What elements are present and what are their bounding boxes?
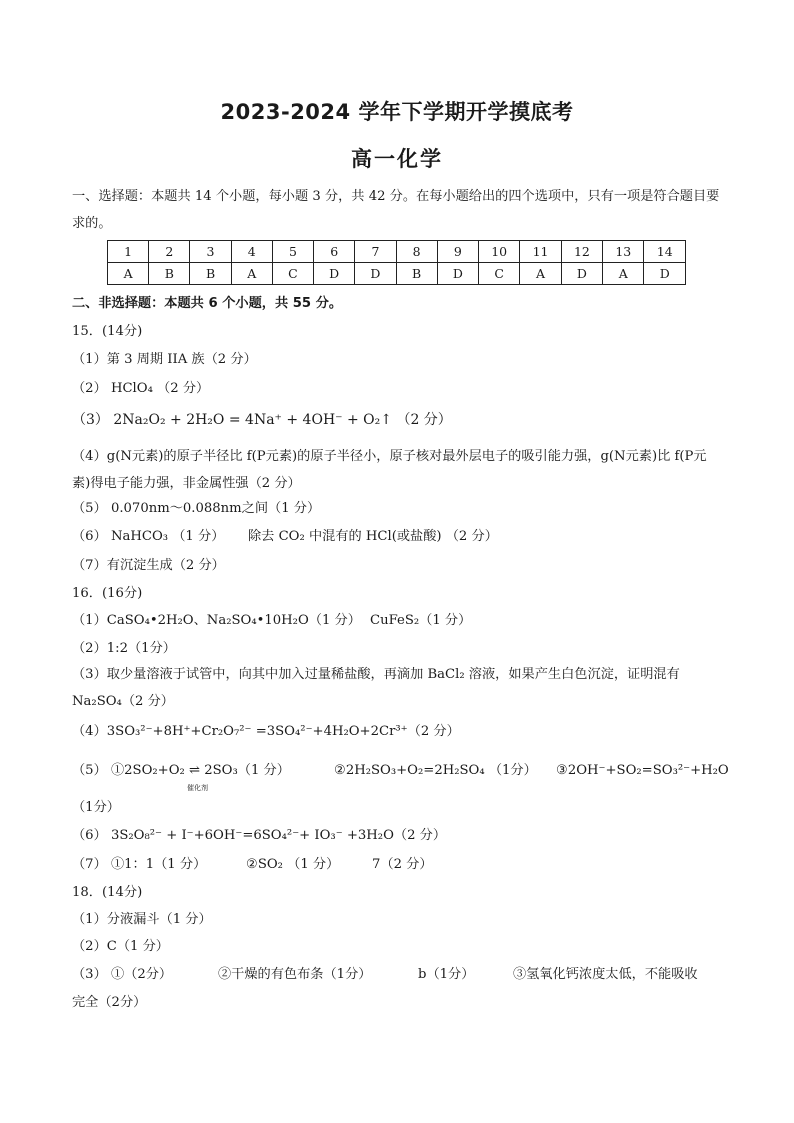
- q15-answer-5: （5） 0.070nm～0.088nm之间（1 分）: [72, 501, 321, 516]
- answer-number-cell: 13: [603, 241, 644, 263]
- answer-number-cell: 3: [190, 241, 231, 263]
- answer-number-cell: 4: [231, 241, 272, 263]
- section1-heading: 一、选择题：本题共 14 个小题，每小题 3 分，共 42 分。在每小题给出的四个选项中，只有一项是符合题目要求的。: [72, 189, 720, 231]
- section2-heading: 二、非选择题：本题共 6 个小题，共 55 分。: [72, 296, 343, 311]
- answer-letter-cell: C: [272, 263, 313, 285]
- q16-answer-5c: ③2OH⁻+SO₂=SO₃²⁻+H₂O: [556, 763, 729, 778]
- answer-table: [107, 240, 686, 285]
- answer-letter-cell: B: [396, 263, 437, 285]
- answer-letter-cell: B: [190, 263, 231, 285]
- catalyst-condition: 催化剂: [187, 784, 208, 792]
- q18-answer-1: （1）分液漏斗（1 分）: [72, 912, 212, 927]
- q18-answer-3b: ②干燥的有色布条（1分）: [218, 967, 372, 982]
- q16-answer-1b: CuFeS₂（1 分）: [370, 613, 472, 628]
- page-subtitle: 高一化学: [351, 147, 443, 171]
- answer-letter-cell: D: [314, 263, 355, 285]
- q16-answer-5a: （5） ①2SO₂+O₂ ⇌ 2SO₃（1 分）: [72, 763, 290, 778]
- q16-heading: 16．(16分): [72, 586, 143, 601]
- q16-answer-6: （6） 3S₂O₈²⁻ + I⁻+6OH⁻=6SO₄²⁻+ IO₃⁻ +3H₂O（2 分）: [72, 828, 447, 843]
- q18-heading: 18．(14分): [72, 885, 143, 900]
- q18-answer-2: （2）C（1 分）: [72, 939, 169, 954]
- q16-answer-5d: （1分）: [72, 800, 120, 815]
- answer-number-cell: 8: [396, 241, 437, 263]
- q16-answer-7c: 7（2 分）: [372, 857, 433, 872]
- q16-answer-7b: ②SO₂ （1 分）: [246, 857, 340, 872]
- answer-letter-cell: A: [231, 263, 272, 285]
- answer-letter-row: [108, 263, 686, 285]
- q18-answer-3d: ③氢氧化钙浓度太低，不能吸收: [513, 967, 698, 982]
- answer-number-cell: 1: [108, 241, 149, 263]
- q15-answer-6a: （6） NaHCO₃ （1 分）: [72, 529, 225, 544]
- q16-answer-1a: （1）CaSO₄•2H₂O、Na₂SO₄•10H₂O（1 分）: [72, 613, 361, 628]
- answer-letter-cell: B: [149, 263, 190, 285]
- answer-number-cell: 12: [561, 241, 602, 263]
- answer-number-cell: 5: [272, 241, 313, 263]
- q15-heading: 15．(14分): [72, 324, 143, 339]
- q15-answer-4: （4）g(N元素)的原子半径比 f(P元素)的原子半径小，原子核对最外层电子的吸引能力强，g(N元素)比 f(P元素)得电子能力强，非金属性强（2 分）: [72, 449, 707, 491]
- q18-answer-3a: （3） ①（2分）: [72, 967, 173, 982]
- answer-number-row: [108, 241, 686, 263]
- answer-letter-cell: A: [520, 263, 561, 285]
- answer-letter-cell: A: [108, 263, 149, 285]
- answer-number-cell: 10: [478, 241, 519, 263]
- answer-number-cell: 6: [314, 241, 355, 263]
- q16-answer-3: （3）取少量溶液于试管中，向其中加入过量稀盐酸，再滴加 BaCl₂ 溶液，如果产生白色沉淀，证明混有 Na₂SO₄（2 分）: [72, 667, 680, 709]
- answer-number-cell: 7: [355, 241, 396, 263]
- q15-answer-6b: 除去 CO₂ 中混有的 HCl(或盐酸) （2 分）: [248, 529, 498, 544]
- q18-answer-3e: 完全（2分）: [72, 995, 147, 1010]
- answer-number-cell: 2: [149, 241, 190, 263]
- answer-number-cell: 14: [644, 241, 686, 263]
- q16-answer-5b: ②2H₂SO₃+O₂=2H₂SO₄ （1分）: [334, 763, 537, 778]
- q15-answer-1: （1）第 3 周期 IIA 族（2 分）: [72, 352, 257, 367]
- q18-answer-3c: b（1分）: [418, 967, 475, 982]
- q16-answer-2: （2）1:2（1分）: [72, 641, 176, 656]
- answer-letter-cell: D: [355, 263, 396, 285]
- q15-answer-7: （7）有沉淀生成（2 分）: [72, 558, 225, 573]
- page-title: 2023-2024 学年下学期开学摸底考: [220, 100, 574, 124]
- answer-letter-cell: C: [478, 263, 519, 285]
- answer-letter-cell: D: [437, 263, 478, 285]
- q15-answer-2: （2） HClO₄ （2 分）: [72, 381, 210, 396]
- answer-number-cell: 11: [520, 241, 561, 263]
- answer-letter-cell: D: [644, 263, 686, 285]
- q16-answer-4: （4）3SO₃²⁻+8H⁺+Cr₂O₇²⁻ =3SO₄²⁻+4H₂O+2Cr³⁺（2 分）: [72, 724, 460, 739]
- answer-number-cell: 9: [437, 241, 478, 263]
- q16-answer-7a: （7） ①1：1（1 分）: [72, 857, 207, 872]
- q15-answer-3: （3） 2Na₂O₂ + 2H₂O = 4Na⁺ + 4OH⁻ + O₂↑ （2 分）: [72, 412, 452, 428]
- answer-letter-cell: D: [561, 263, 602, 285]
- answer-letter-cell: A: [603, 263, 644, 285]
